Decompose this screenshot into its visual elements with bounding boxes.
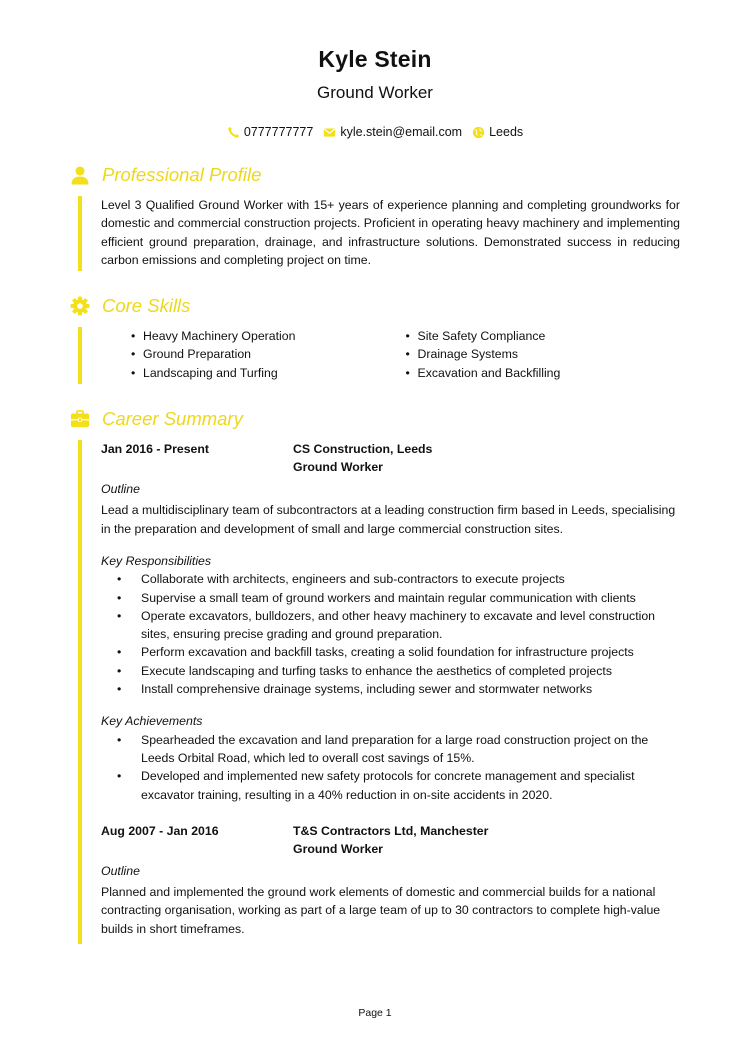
- phone-number: 0777777777: [243, 125, 314, 139]
- list-item: • Install comprehensive drainage systems, including sewer and stormwater networks: [117, 680, 680, 698]
- skills-columns: [101, 327, 680, 384]
- skill-item: • Drainage Systems: [406, 345, 681, 363]
- career-body: [78, 440, 680, 944]
- skill-item: • Landscaping and Turfing: [131, 364, 406, 382]
- job-spacer: [101, 804, 680, 822]
- job-header: [101, 822, 680, 858]
- list-item: • Collaborate with architects, engineers and sub-contractors to execute projects: [117, 570, 680, 588]
- email-address: kyle.stein@email.com: [340, 125, 463, 139]
- contact-details: [70, 124, 680, 140]
- skill-item: • Site Safety Compliance: [406, 327, 681, 345]
- list-item: • Perform excavation and backfill tasks, creating a solid foundation for infrastructure projects: [117, 643, 680, 661]
- job-dates: Aug 2007 - Jan 2016: [101, 823, 219, 838]
- career-section: [70, 406, 680, 944]
- skills-body: [78, 327, 680, 384]
- job-employer: [293, 822, 488, 858]
- resume-header: [70, 0, 680, 140]
- phone-icon: [227, 126, 240, 139]
- career-title: Career Summary: [102, 408, 243, 430]
- list-item: • Operate excavators, bulldozers, and other heavy machinery to excavate and level construction sites, ensuring precise grading and ground preparation.: [117, 607, 680, 644]
- contact-phone: [227, 124, 314, 140]
- profile-section: [70, 162, 680, 271]
- profile-body: [78, 196, 680, 271]
- outline-label: Outline: [101, 863, 140, 878]
- list-item: • Supervise a small team of ground workers and maintain regular communication with clients: [117, 589, 680, 607]
- job-entry: [101, 822, 680, 944]
- job-outline: Planned and implemented the ground work elements of domestic and commercial builds for a national contracting organisation, working as part of a large team of up to 30 contractors to complete high-value builds in short timeframes.: [101, 885, 661, 936]
- job-company: CS Construction, Leeds: [293, 442, 433, 457]
- responsibilities-list: [101, 570, 680, 698]
- skills-right-column: [406, 327, 681, 382]
- skill-item: • Heavy Machinery Operation: [131, 327, 406, 345]
- outline-label: Outline: [101, 482, 140, 497]
- list-item: • Spearheaded the excavation and land preparation for a large road construction project on the Leeds Orbital Road, which led to overall cost savings of 15%.: [117, 731, 680, 768]
- achievements-label: Key Achievements: [101, 714, 203, 729]
- contact-email: [323, 124, 462, 140]
- gear-icon: [70, 296, 90, 316]
- list-item: • Developed and implemented new safety protocols for concrete management and specialist excavator training, resulting in a 40% reduction in on-site accidents in 2020.: [117, 767, 680, 804]
- skills-title: Core Skills: [102, 295, 191, 317]
- list-item: • Execute landscaping and turfing tasks to enhance the aesthetics of completed projects: [117, 662, 680, 680]
- career-heading: [70, 406, 680, 432]
- candidate-role: Ground Worker: [317, 83, 433, 102]
- job-header: [101, 440, 680, 476]
- responsibilities-label: Key Responsibilities: [101, 553, 212, 568]
- achievements-list: [101, 731, 680, 804]
- skill-item: • Excavation and Backfilling: [406, 364, 681, 382]
- contact-location: [472, 124, 523, 140]
- profile-heading: [70, 162, 680, 188]
- globe-icon: [472, 126, 485, 139]
- section-end-spacer: [101, 938, 680, 944]
- candidate-name: Kyle Stein: [318, 46, 432, 72]
- skill-item: • Ground Preparation: [131, 345, 406, 363]
- job-employer: [293, 440, 432, 476]
- briefcase-icon: [70, 409, 90, 429]
- job-outline: Lead a multidisciplinary team of subcontractors at a leading construction firm based in Leeds, specialising in the preparation and development of small and large commercial construction sites.: [101, 503, 676, 536]
- profile-text: Level 3 Qualified Ground Worker with 15+ years of experience planning and completing groundworks for domestic and commercial construction projects. Proficient in operating heavy machinery and implementing efficient ground preparation, drainage, and infrastructure solutions. Demonstrated success in reducing carbon emissions and completing project on time.: [101, 198, 680, 267]
- skills-left-column: [131, 327, 406, 382]
- location: Leeds: [489, 125, 524, 139]
- job-position: Ground Worker: [293, 841, 383, 856]
- job-position: Ground Worker: [293, 460, 383, 475]
- job-company: T&S Contractors Ltd, Manchester: [293, 823, 489, 838]
- job-entry: [101, 440, 680, 804]
- skills-section: [70, 293, 680, 384]
- profile-title: Professional Profile: [102, 164, 262, 185]
- page-number: Page 1: [358, 1007, 392, 1019]
- skills-heading: [70, 293, 680, 319]
- job-dates: Jan 2016 - Present: [101, 442, 210, 457]
- envelope-icon: [323, 126, 336, 139]
- user-icon: [70, 165, 90, 185]
